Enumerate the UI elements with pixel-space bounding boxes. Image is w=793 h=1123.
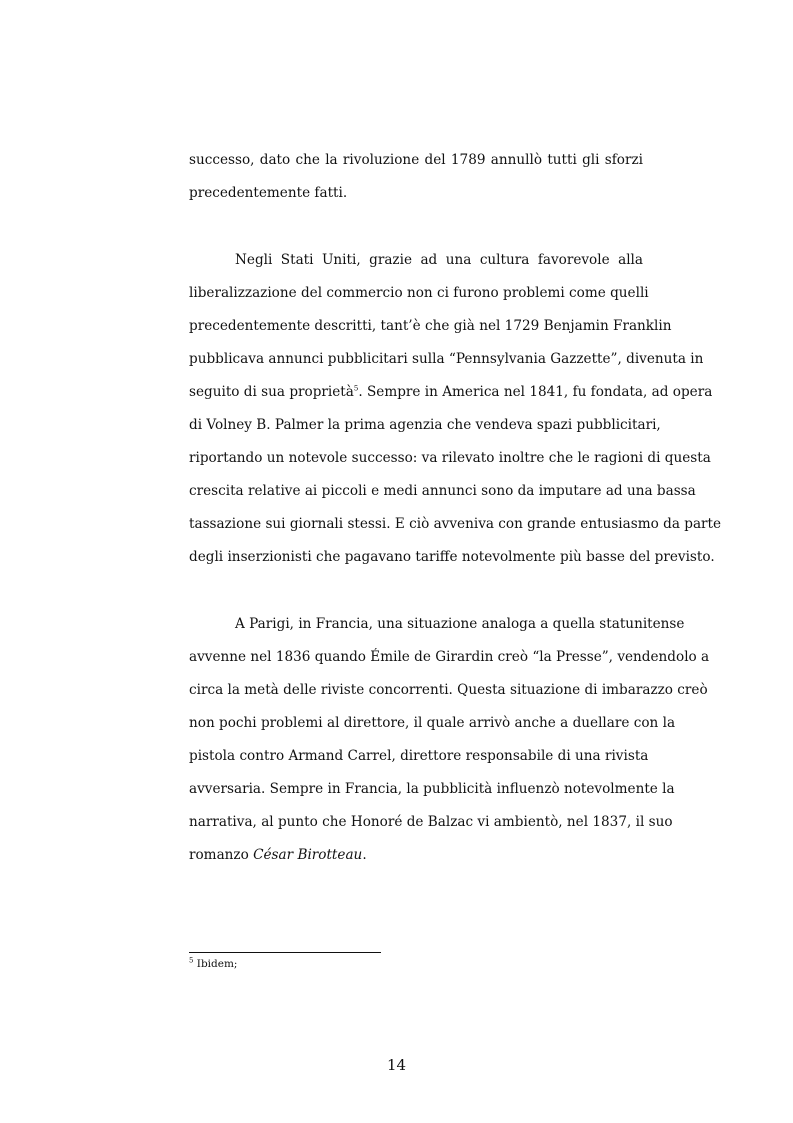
- paragraph-3-line-4: non pochi problemi al direttore, il quale arrivò anche a duellare con la: [189, 715, 676, 731]
- paragraph-2-line-5: [189, 383, 713, 401]
- paragraph-2-line-6: di Volney B. Palmer la prima agenzia che vendeva spazi pubblicitari,: [189, 417, 661, 433]
- paragraph-2-line-3: precedentemente descritti, tant’è che già nel 1729 Benjamin Franklin: [189, 318, 672, 334]
- footnote-marker: 5: [189, 956, 194, 965]
- line-text-end: .: [362, 847, 367, 863]
- paragraph-2-line-9: tassazione sui giornali stessi. E ciò avveniva con grande entusiasmo da parte: [189, 516, 722, 532]
- paragraph-1-line-1: successo, dato che la rivoluzione del 1789 annullò tutti gli sforzi: [189, 152, 643, 168]
- line-text-start: seguito di sua proprietà: [189, 384, 354, 400]
- paragraph-2-line-1: Negli Stati Uniti, grazie ad una cultura favorevole alla: [235, 252, 643, 268]
- page-number: 14: [386, 1056, 407, 1074]
- paragraph-2-line-2: liberalizzazione del commercio non ci furono problemi come quelli: [189, 285, 649, 301]
- footnote-reference: 5: [353, 384, 359, 393]
- paragraph-3-line-6: avversaria. Sempre in Francia, la pubblicità influenzò notevolmente la: [189, 781, 675, 797]
- line-text-start: romanzo: [189, 847, 254, 863]
- paragraph-2-line-4: pubblicava annunci pubblicitari sulla “Pennsylvania Gazzette”, divenuta in: [189, 351, 704, 367]
- footnote-text: Ibidem;: [193, 958, 238, 970]
- footnote: [189, 958, 237, 971]
- paragraph-2-line-8: crescita relative ai piccoli e medi annunci sono da imputare ad una bassa: [189, 483, 696, 499]
- paragraph-3-line-2: avvenne nel 1836 quando Émile de Girardin creò “la Presse”, vendendolo a: [189, 649, 710, 665]
- line-text-end: . Sempre in America nel 1841, fu fondata, ad opera: [358, 384, 713, 400]
- paragraph-2-line-10: degli inserzionisti che pagavano tariffe notevolmente più basse del previsto.: [189, 549, 715, 565]
- paragraph-3-line-5: pistola contro Armand Carrel, direttore responsabile di una rivista: [189, 748, 649, 764]
- footnote-divider: [189, 952, 381, 953]
- book-title: César Birotteau: [253, 847, 363, 863]
- paragraph-3-line-8: [189, 846, 643, 864]
- paragraph-3-line-1: A Parigi, in Francia, una situazione analoga a quella statunitense: [235, 616, 685, 632]
- paragraph-3-line-3: circa la metà delle riviste concorrenti. Questa situazione di imbarazzo creò: [189, 682, 708, 698]
- paragraph-1-line-2: precedentemente fatti.: [189, 185, 348, 201]
- paragraph-2-line-7: riportando un notevole successo: va rilevato inoltre che le ragioni di questa: [189, 450, 711, 466]
- paragraph-3-line-7: narrativa, al punto che Honoré de Balzac vi ambientò, nel 1837, il suo: [189, 814, 673, 830]
